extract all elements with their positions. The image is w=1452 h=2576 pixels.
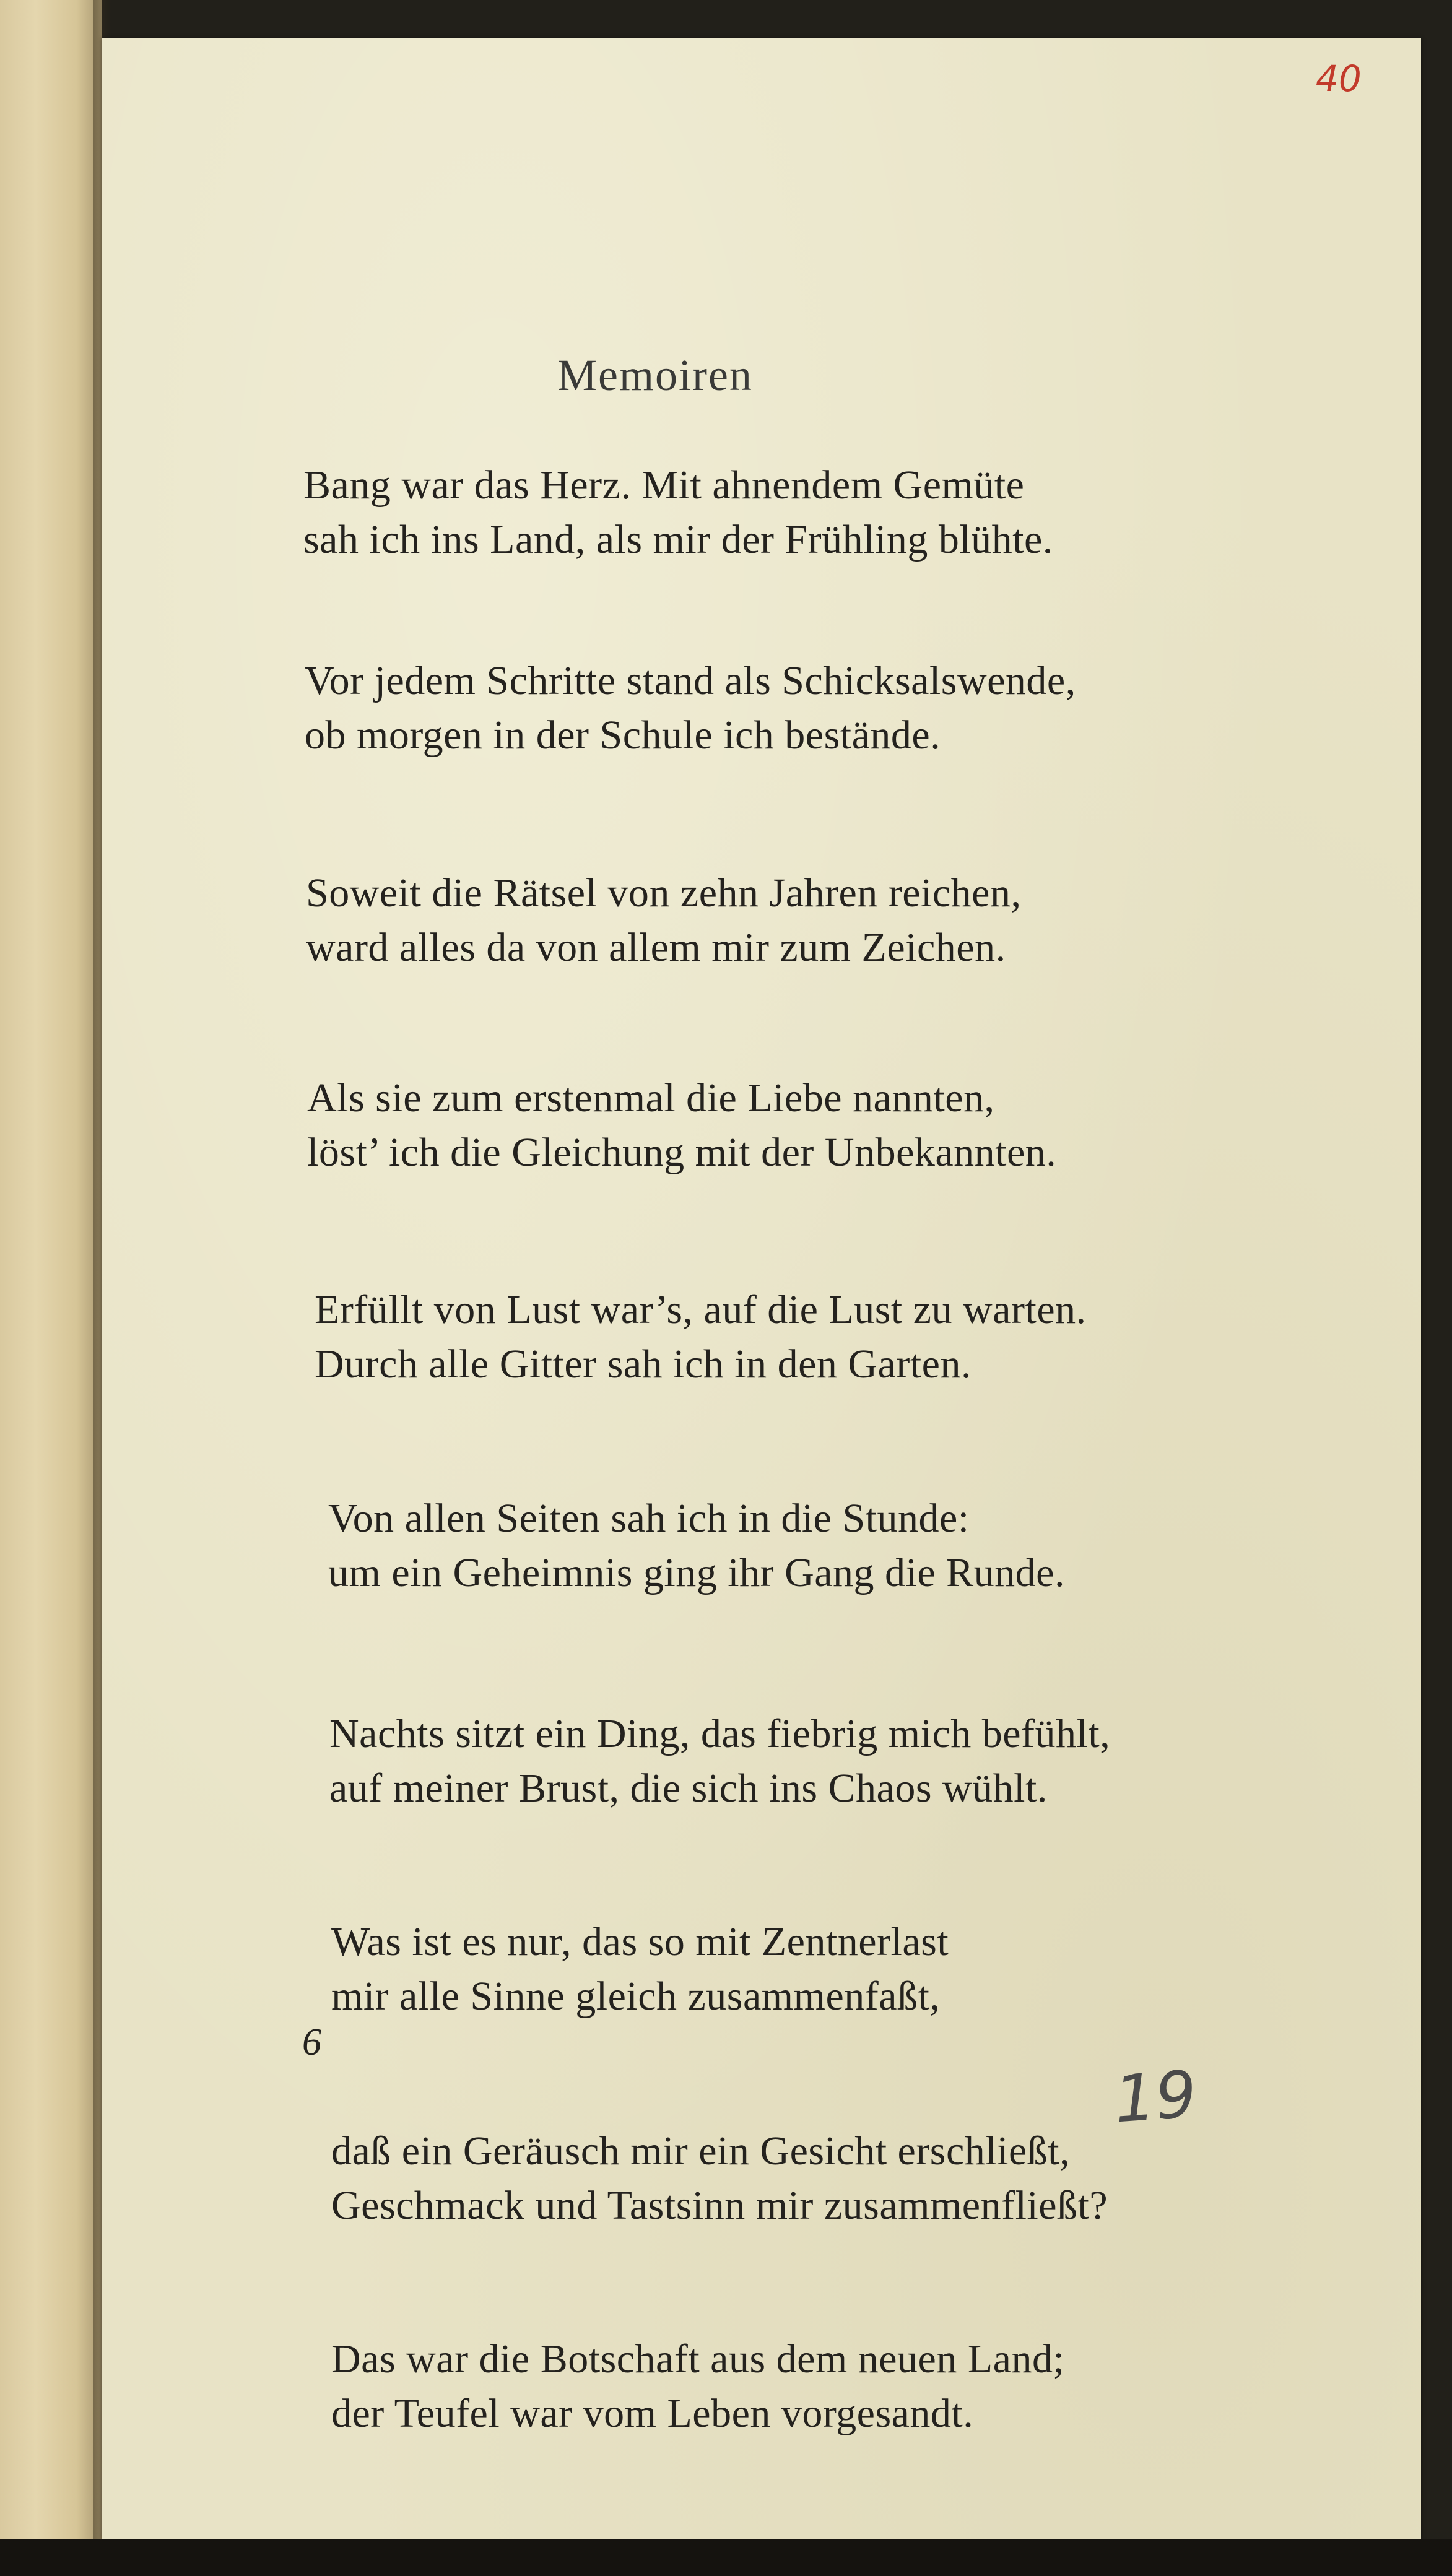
poem-line: ward alles da von allem mir zum Zeichen. bbox=[306, 925, 1006, 970]
poem-line: löst’ ich die Gleichung mit der Unbekannten. bbox=[307, 1130, 1057, 1175]
poem-title: Memoiren bbox=[557, 350, 753, 400]
poem-line: Soweit die Rätsel von zehn Jahren reichen, bbox=[306, 870, 1022, 916]
adjacent-page-edge bbox=[0, 0, 102, 2576]
pencil-annotation: 19 bbox=[1111, 2056, 1199, 2138]
poem-line: Das war die Botschaft aus dem neuen Land; bbox=[331, 2336, 1065, 2382]
poem-line: Als sie zum erstenmal die Liebe nannten, bbox=[307, 1075, 995, 1121]
poem-line: auf meiner Brust, die sich ins Chaos wühlt. bbox=[329, 1766, 1048, 1811]
poem-line: Geschmack und Tastsinn mir zusammenfließt? bbox=[331, 2183, 1108, 2228]
poem-line: der Teufel war vom Leben vorgesandt. bbox=[331, 2391, 974, 2436]
archive-number: 40 bbox=[1316, 58, 1362, 100]
stanza bbox=[331, 1915, 1232, 2024]
stanza bbox=[331, 2332, 1232, 2441]
poem-line: Nachts sitzt ein Ding, das fiebrig mich befühlt, bbox=[329, 1711, 1111, 1756]
poem-line: Von allen Seiten sah ich in die Stunde: bbox=[328, 1496, 970, 1541]
scan-bottom-edge bbox=[0, 2539, 1452, 2576]
stanza bbox=[331, 2124, 1232, 2233]
poem-body bbox=[303, 458, 1232, 2441]
stanza bbox=[307, 1071, 1232, 1180]
stanza bbox=[328, 1491, 1232, 1600]
poem-line: daß ein Geräusch mir ein Gesicht erschließt, bbox=[331, 2128, 1071, 2174]
poem-line: ob morgen in der Schule ich bestände. bbox=[305, 713, 941, 758]
poem-line: Vor jedem Schritte stand als Schicksalswende, bbox=[305, 658, 1076, 703]
poem-line: um ein Geheimnis ging ihr Gang die Runde. bbox=[328, 1550, 1065, 1595]
poem-line: Erfüllt von Lust war’s, auf die Lust zu warten. bbox=[315, 1287, 1087, 1332]
stanza bbox=[306, 866, 1232, 975]
stanza bbox=[315, 1283, 1232, 1392]
poem-line: Durch alle Gitter sah ich in den Garten. bbox=[315, 1342, 972, 1387]
poem-line: sah ich ins Land, als mir der Frühling blühte. bbox=[303, 517, 1053, 562]
poem-line: Was ist es nur, das so mit Zentnerlast bbox=[331, 1919, 949, 1964]
stanza bbox=[305, 654, 1232, 763]
page-number: 6 bbox=[302, 2021, 321, 2063]
stanza bbox=[303, 458, 1232, 567]
stanza bbox=[329, 1707, 1232, 1816]
poem-line: Bang war das Herz. Mit ahnendem Gemüte bbox=[303, 462, 1025, 508]
poem-line: mir alle Sinne gleich zusammenfaßt, bbox=[331, 1974, 941, 2019]
